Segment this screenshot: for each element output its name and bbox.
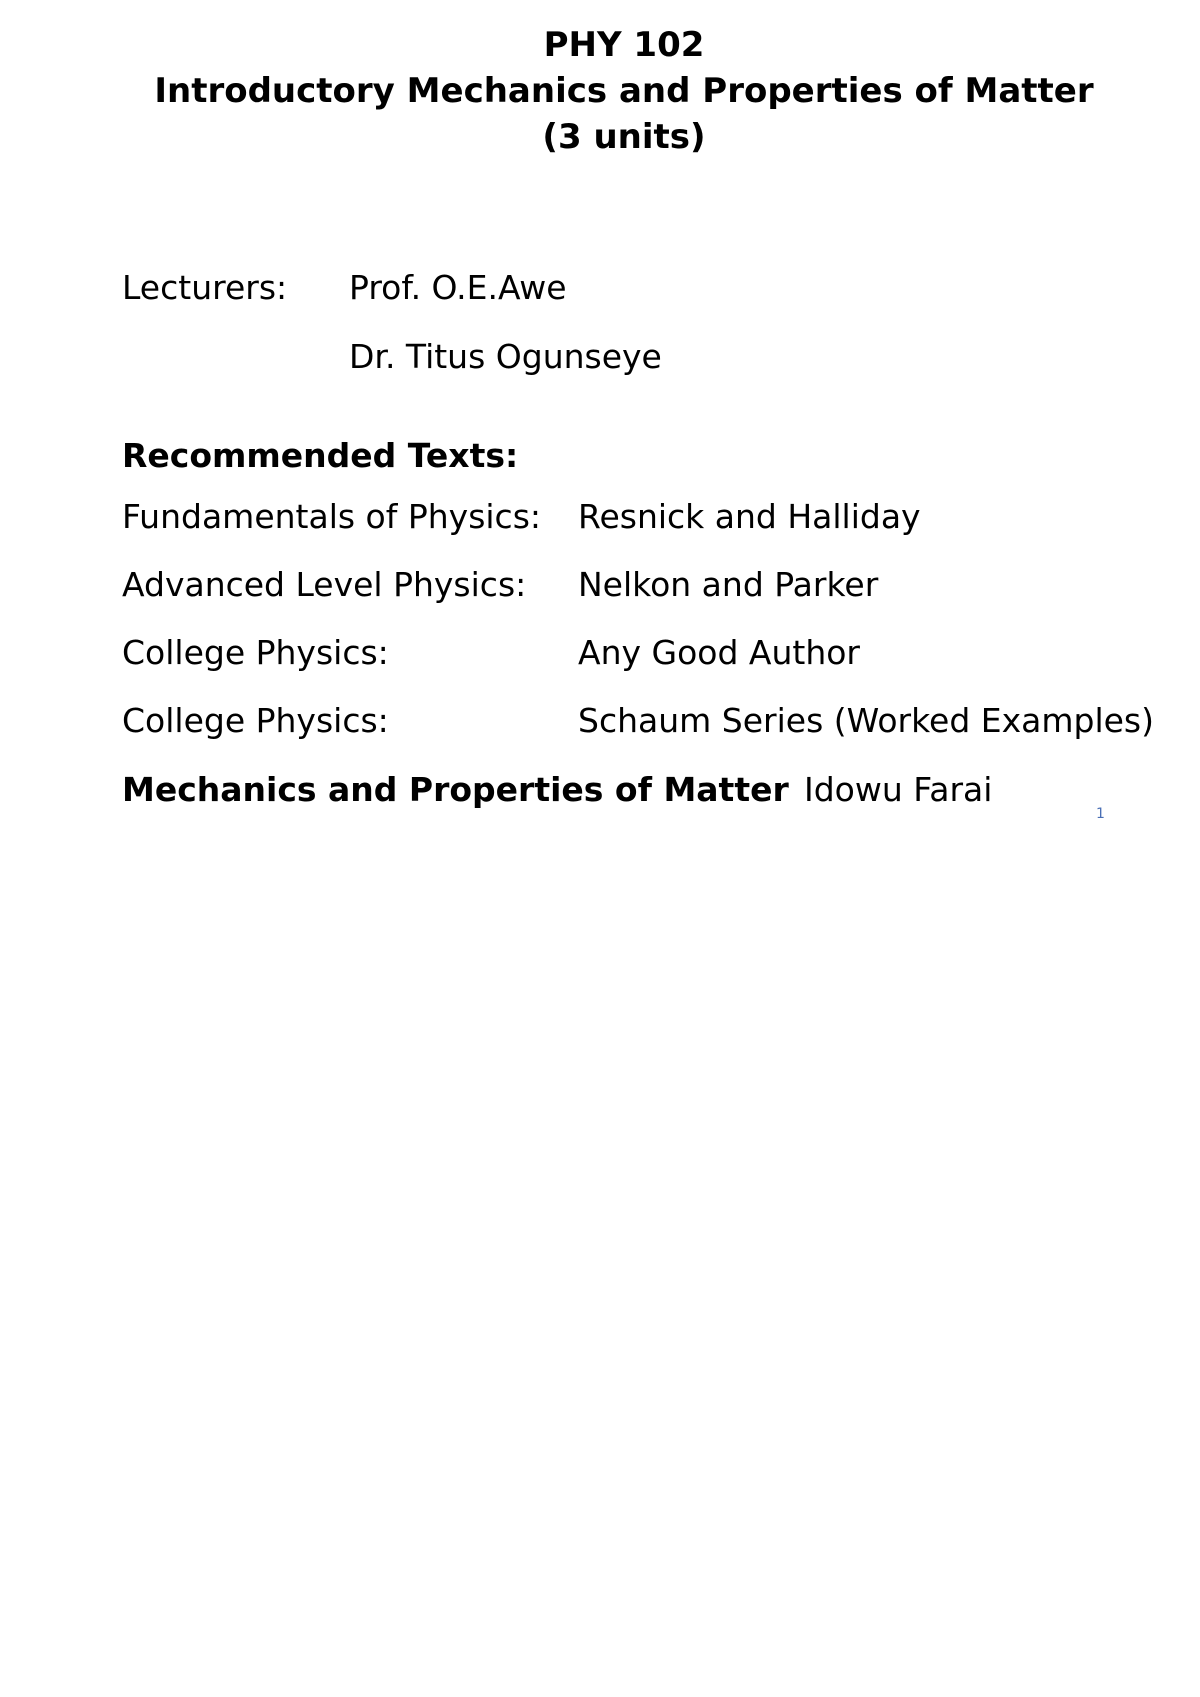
lecturers-label: Lecturers: — [122, 268, 288, 307]
book-author: Schaum Series (Worked Examples) — [578, 701, 1154, 740]
book-title: Fundamentals of Physics: — [122, 497, 542, 536]
book-row — [0, 497, 1200, 541]
book-author: Resnick and Halliday — [578, 497, 921, 536]
lecturer-name: Dr. Titus Ogunseye — [349, 337, 662, 376]
book-author: Any Good Author — [578, 633, 860, 672]
book-row — [0, 701, 1200, 745]
book-row-highlighted — [0, 770, 1200, 814]
book-title: College Physics: — [122, 701, 389, 740]
book-author: Idowu Farai — [804, 770, 993, 809]
course-units: (3 units) — [542, 117, 706, 157]
lecturer-name: Prof. O.E.Awe — [349, 268, 567, 307]
book-title: Advanced Level Physics: — [122, 565, 527, 604]
book-row — [0, 565, 1200, 609]
course-code: PHY 102 — [543, 25, 705, 65]
course-title: Introductory Mechanics and Properties of Matter — [154, 71, 1094, 111]
book-title: College Physics: — [122, 633, 389, 672]
book-title-bold: Mechanics and Properties of Matter — [122, 770, 789, 809]
page-number: 1 — [1096, 806, 1105, 822]
book-author: Nelkon and Parker — [578, 565, 879, 604]
recommended-texts-heading: Recommended Texts: — [122, 436, 519, 475]
title-block — [0, 22, 1200, 160]
book-row — [0, 633, 1200, 677]
